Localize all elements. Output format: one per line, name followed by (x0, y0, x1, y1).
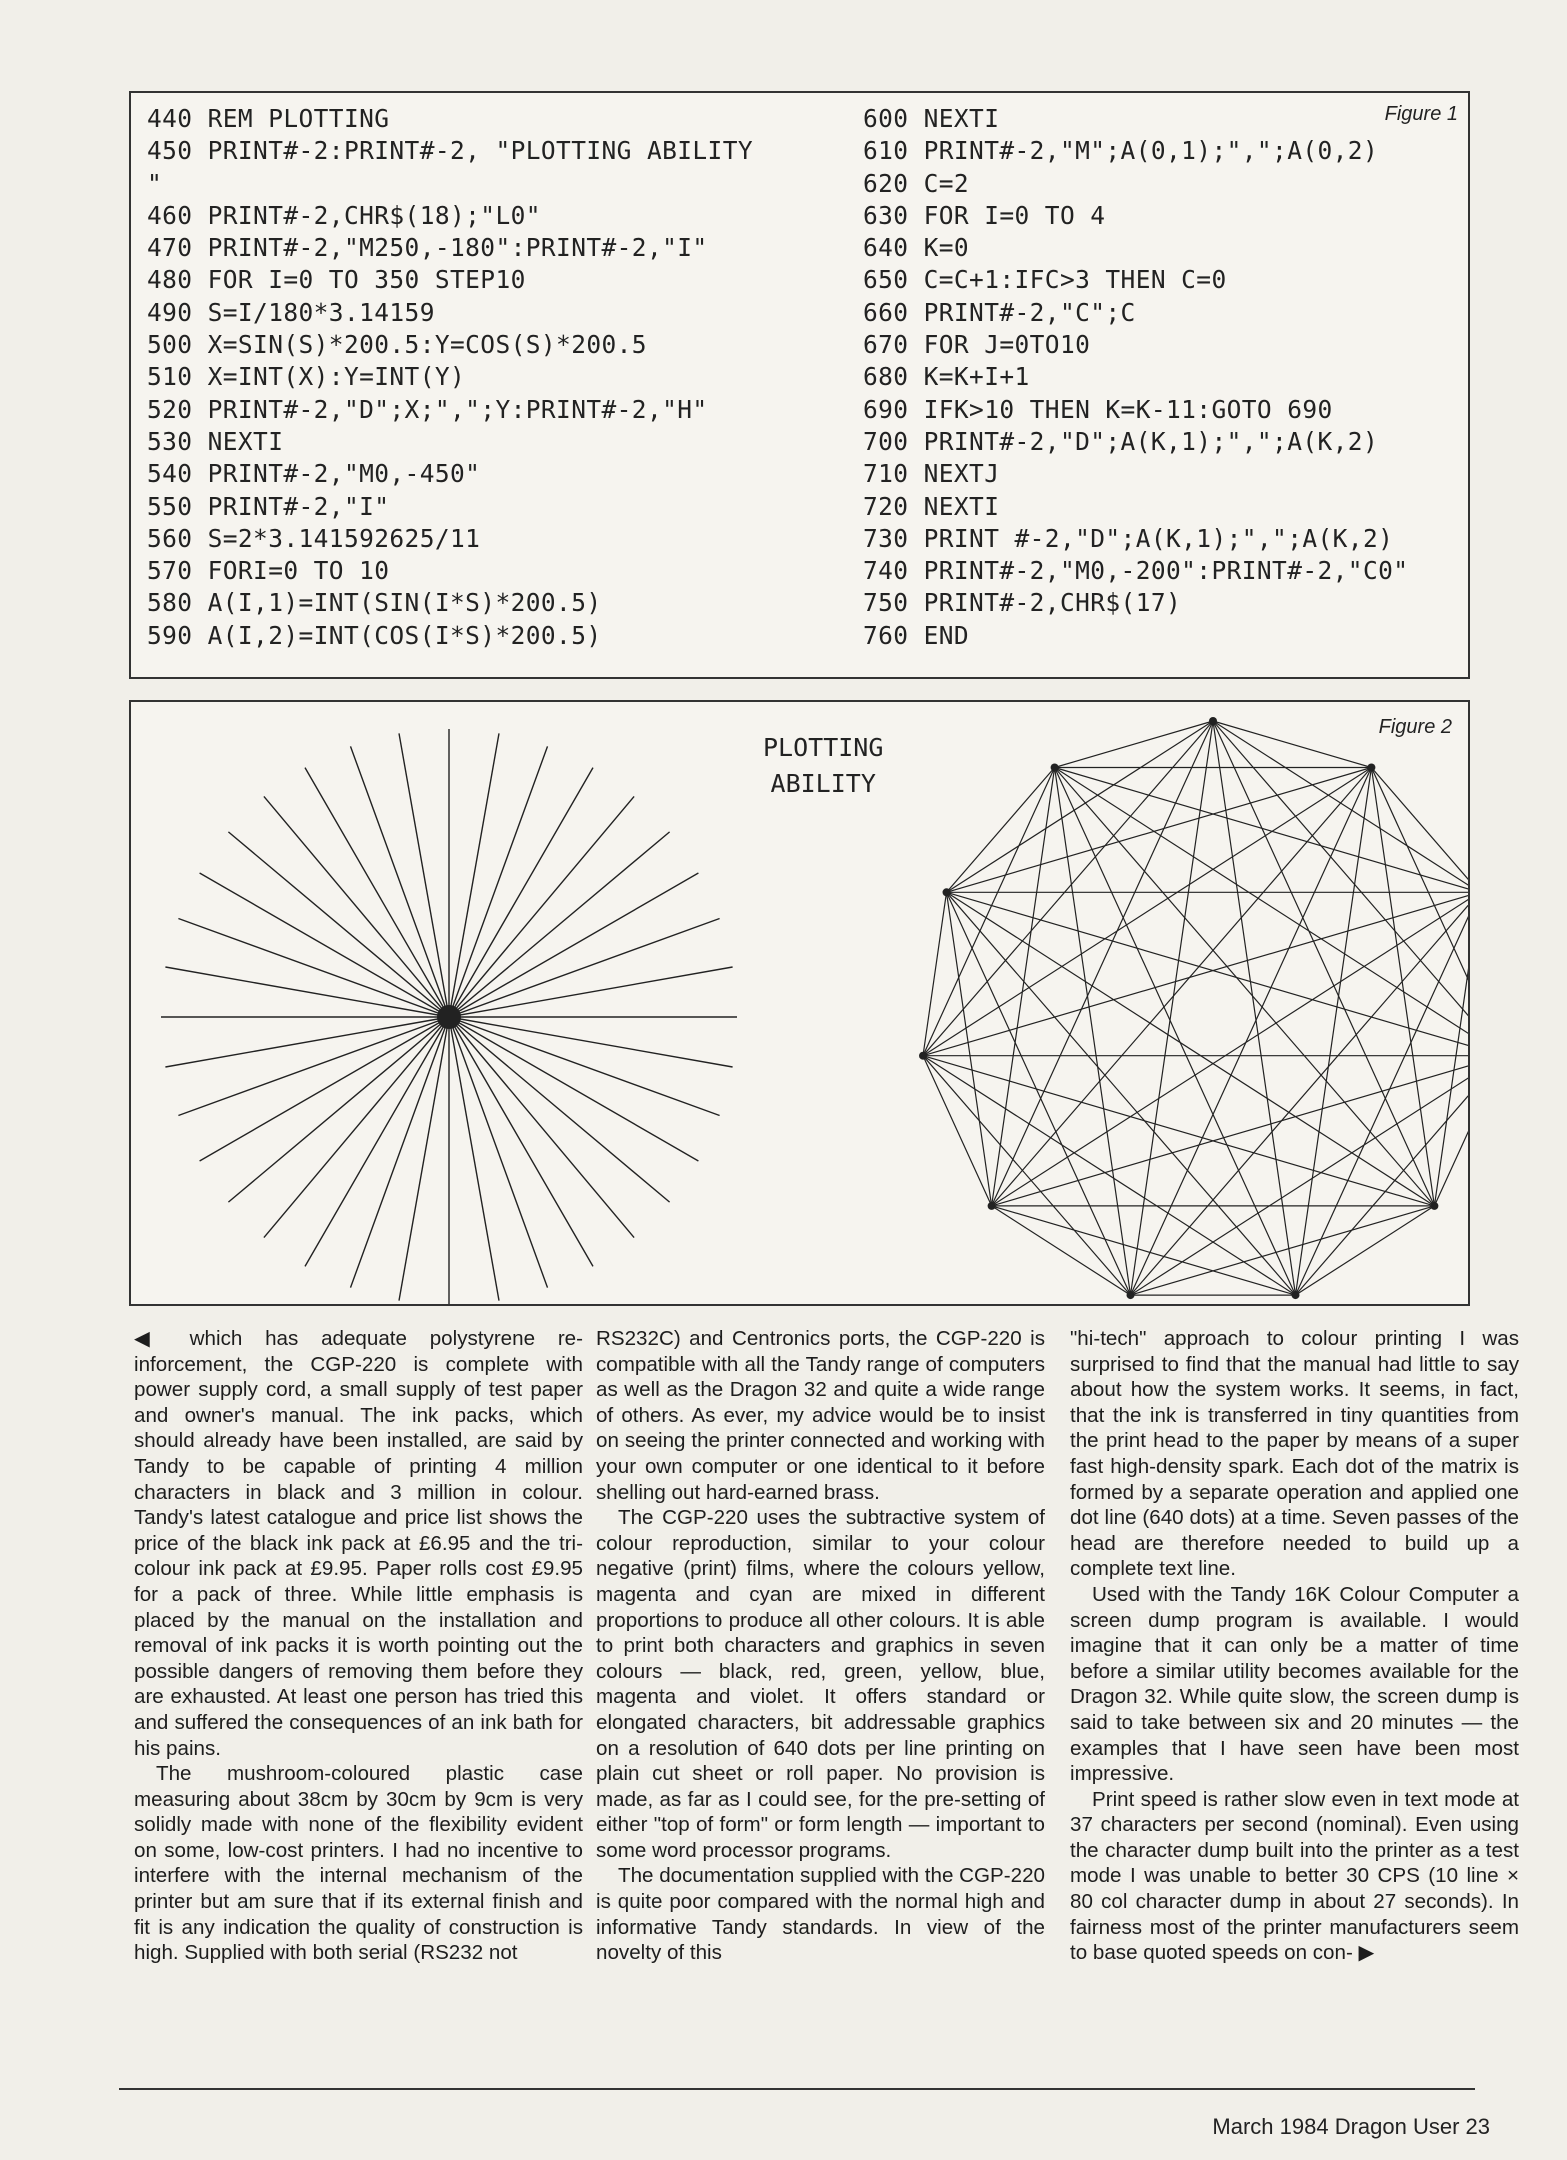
polygon-chord (1131, 892, 1469, 1295)
plot-caption-line-2: ABILITY (770, 769, 876, 798)
polygon-chord (992, 1206, 1296, 1295)
polygon-chord (1055, 768, 1468, 1056)
polygon-chord (923, 768, 1371, 1056)
code-line: 650 C=C+1:IFC>3 THEN C=0 (863, 265, 1227, 295)
polygon-chord (1213, 721, 1434, 1206)
code-line: 560 S=2*3.141592625/11 (147, 523, 481, 553)
code-line: 550 PRINT#-2,"I" (147, 491, 390, 521)
article-column-3 (1070, 1326, 1519, 1966)
paragraph: The CGP-220 uses the subtractive system of colour reproduction, similar to your colour negative (print) films, where the colours yellow, magenta and cyan are mixed in different proportions to produce all other colours. It is able to print both characters and graphics in seven colours — black, red, green, yellow, blue, magenta and violet. It offers standard or elongated characters, bit addressable graphics on a resolution of 640 dots per line printing on plain cut sheet or roll paper. No provision is made, as far as I could see, for the pre-setting of either "top of form" or form length — important to some word processor programs. (596, 1506, 1045, 1862)
code-line: 570 FORI=0 TO 10 (147, 556, 390, 586)
polygon-chord (923, 1056, 1434, 1206)
code-line: 670 FOR J=0TO10 (863, 330, 1091, 360)
figure-2-plots (129, 700, 1470, 1306)
polygon-vertex (988, 1202, 996, 1210)
code-line: 500 X=SIN(S)*200.5:Y=COS(S)*200.5 (147, 330, 647, 360)
code-line: 470 PRINT#-2,"M250,-180":PRINT#-2,"I" (147, 233, 708, 263)
code-line: 510 X=INT(X):Y=INT(Y) (147, 362, 466, 392)
code-line: 600 NEXTI (863, 104, 1000, 133)
code-line: 520 PRINT#-2,"D";X;",";Y:PRINT#-2,"H" (147, 394, 708, 424)
code-line: 480 FOR I=0 TO 350 STEP10 (147, 265, 526, 295)
polygon-chord (1213, 721, 1296, 1295)
code-line: 730 PRINT #-2,"D";A(K,1);",";A(K,2) (863, 523, 1394, 553)
code-line: 620 C=2 (863, 168, 970, 198)
listing-left-column (147, 103, 753, 652)
polygon-chord (1213, 721, 1371, 768)
code-line: 710 NEXTJ (863, 459, 1000, 489)
article-column-1 (134, 1326, 583, 1966)
polygon-chord (992, 768, 1372, 1206)
polygon-chord (1055, 768, 1131, 1296)
polygon-vertex (1051, 764, 1059, 772)
code-line: 590 A(I,2)=INT(COS(I*S)*200.5) (147, 620, 602, 650)
polygon-vertex (1430, 1202, 1438, 1210)
polygon-chord (947, 892, 1435, 1206)
code-line: 440 REM PLOTTING (147, 104, 390, 133)
code-line: " (147, 168, 163, 198)
code-line: 630 FOR I=0 TO 4 (863, 200, 1106, 230)
code-line: 540 PRINT#-2,"M0,-450" (147, 459, 481, 489)
code-line: 460 PRINT#-2,CHR$(18);"L0" (147, 200, 541, 230)
polygon-chord (923, 1056, 1131, 1295)
polygon-chord (992, 721, 1213, 1206)
code-line: 700 PRINT#-2,"D";A(K,1);",";A(K,2) (863, 426, 1379, 456)
code-line: 610 PRINT#-2,"M";A(0,1);",";A(0,2) (863, 136, 1379, 166)
starburst-hub (437, 1005, 461, 1029)
paragraph: ◀ which has adequate polystyrene reinforcement, the CGP-220 is complete with power supply cord, a small supply of test paper and owner's manual. The ink packs, which should already have been installed, are said by Tandy to be capable of printing 4 million characters in black and 3 million in colour. Tandy's latest catalogue and price list shows the price of the black ink pack at £6.95 and the tri-colour ink pack at £9.95. Paper rolls cost £9.95 for a pack of three. While little emphasis is placed by the manual on the installation and removal of ink packs it is worth pointing out the possible dangers of removing them before they are exhausted. At least one person has tried this and suffered the consequences of an ink bath for his pains. (134, 1327, 583, 1760)
polygon-chord (1213, 721, 1468, 1056)
polygon-chord (947, 892, 1131, 1295)
paragraph: The documentation supplied with the CGP-220 is quite poor compared with the normal high and informative Tandy standards. In view of the novelty of this (596, 1864, 1045, 1965)
paragraph: "hi-tech" approach to colour printing I was surprised to find that the manual had little to say about how the system works. It seems, in fact, that the ink is transferred in tiny quantities from the print head to the paper by means of a super fast high-density spark. Each dot of the matrix is formed by a separate operation and applied one dot line (640 dots) at a time. Seven passes of the head are therefore needed to build up a complete text line. (1070, 1327, 1519, 1581)
polygon-chord (1371, 768, 1434, 1206)
polygon-vertex (1209, 717, 1217, 725)
polygon-chord (923, 892, 1468, 1055)
code-line: 760 END (863, 620, 970, 650)
code-line: 660 PRINT#-2,"C";C (863, 297, 1136, 327)
code-line: 740 PRINT#-2,"M0,-200":PRINT#-2,"C0" (863, 556, 1409, 586)
figure-1-label: Figure 1 (1384, 103, 1458, 125)
polygon-vertex (919, 1052, 927, 1060)
polygon-chord (1296, 892, 1469, 1295)
polygon-chord (923, 1056, 1296, 1295)
polygon-chord (1131, 721, 1214, 1295)
code-line: 680 K=K+I+1 (863, 362, 1030, 392)
code-line: 580 A(I,1)=INT(SIN(I*S)*200.5) (147, 588, 602, 618)
polygon-chord (1213, 721, 1468, 892)
polygon-chord (947, 768, 1055, 893)
code-line: 690 IFK>10 THEN K=K-11:GOTO 690 (863, 394, 1333, 424)
article-column-2 (596, 1326, 1045, 1966)
polygon-chord (947, 892, 1296, 1295)
polygon-chord (1055, 768, 1435, 1206)
polygon-vertex (1127, 1291, 1135, 1299)
polygon-vertex (1367, 764, 1375, 772)
paragraph: Used with the Tandy 16K Colour Computer a screen dump program is available. I would imagine that it can only be a matter of time before a similar utility becomes available for the Dragon 32. While quite slow, the screen dump is said to take between six and 20 minutes — the examples that I have seen have been most impressive. (1070, 1582, 1519, 1786)
page-footer: March 1984 Dragon User 23 (1212, 2114, 1490, 2139)
polygon-vertex (1292, 1291, 1300, 1299)
figure-1-listing (129, 91, 1470, 679)
paragraph: The mushroom-coloured plastic case measuring about 38cm by 30cm by 9cm is very solidly made with none of the flexibility evident on some, low-cost printers. I had no incentive to interfere with the internal mechanism of the printer but am sure that if its external finish and fit is any indication the quality of construction is high. Supplied with both serial (RS232 not (134, 1762, 583, 1965)
polygon-chord (923, 768, 1055, 1056)
figure-2-label: Figure 2 (1378, 716, 1452, 738)
polygon-chord (992, 768, 1055, 1206)
polygon-chord (1131, 1206, 1435, 1295)
polygon-chord (1055, 721, 1213, 768)
paragraph: Print speed is rather slow even in text mode at 37 characters per second (nominal). Even using the character dump built into the printer as a test mode I was unable to better 30 CPS (10 line × 80 col character dump in about 27 seconds). In fairness most of the printer manufacturers seem to base quoted speeds on con- ▶ (1070, 1787, 1519, 1965)
polygon-chord (1296, 768, 1372, 1296)
polygon-chord (1434, 1056, 1468, 1206)
listing-right-column (863, 103, 1408, 652)
polygon-chord (947, 892, 992, 1206)
article-body (119, 1314, 1519, 2090)
plot-caption-line-1: PLOTTING (763, 733, 884, 762)
code-line: 450 PRINT#-2:PRINT#-2, "PLOTTING ABILITY (147, 136, 754, 166)
polygon-chord (1371, 768, 1468, 1056)
code-line: 530 NEXTI (147, 426, 284, 456)
code-line: 490 S=I/180*3.14159 (147, 297, 435, 327)
polygon-chord (947, 721, 1214, 892)
code-line: 750 PRINT#-2,CHR$(17) (863, 588, 1182, 618)
polygon-vertex (943, 888, 951, 896)
code-line: 640 K=0 (863, 233, 970, 263)
polygon-chord (1131, 768, 1372, 1296)
code-line: 720 NEXTI (863, 491, 1000, 521)
paragraph: RS232C) and Centronics ports, the CGP-220 is compatible with all the Tandy range of computers as well as the Dragon 32 and quite a wide range of others. As ever, my advice would be to insist on seeing the printer connected and working with your own computer or one identical to it before shelling out hard-earned brass. (596, 1327, 1045, 1504)
polygon-chord (1055, 768, 1296, 1296)
polygon-chord (1055, 768, 1468, 893)
plot-caption (763, 730, 883, 802)
